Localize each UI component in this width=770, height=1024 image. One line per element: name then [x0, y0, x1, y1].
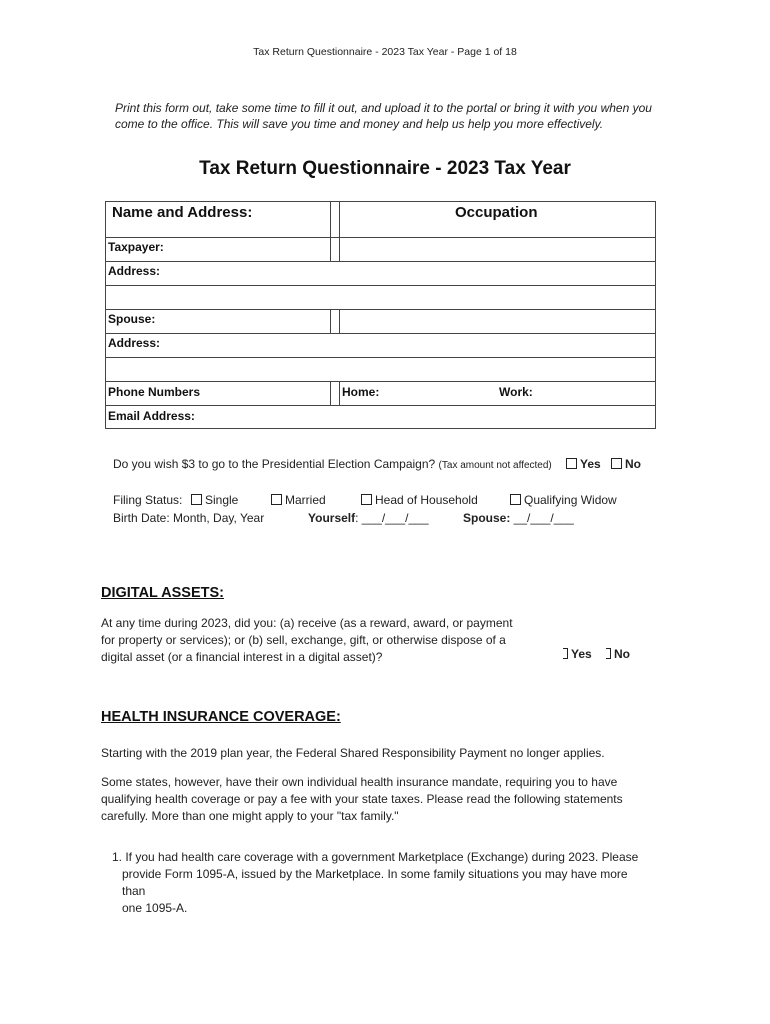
- spouse-birth-label: Spouse:: [463, 511, 511, 525]
- health-item1-line-3: one 1095-A.: [122, 901, 188, 915]
- checkbox-icon[interactable]: [606, 648, 611, 659]
- digital-no-label: No: [614, 647, 630, 661]
- election-question: [113, 457, 552, 471]
- page-title: Tax Return Questionnaire - 2023 Tax Year: [199, 158, 571, 179]
- health-p2-line-1: Some states, however, have their own individual health insurance mandate, requiring you to have: [101, 775, 618, 789]
- taxpayer-label: Taxpayer:: [108, 240, 164, 254]
- health-item1-line-1: 1. If you had health care coverage with a government Marketplace (Exchange) during 2023. Please: [112, 850, 639, 864]
- filing-single-option[interactable]: [191, 493, 238, 507]
- election-yes-label: Yes: [580, 457, 601, 471]
- column-divider: [339, 381, 340, 405]
- election-no-option[interactable]: [611, 457, 641, 471]
- digital-no-option[interactable]: [606, 647, 630, 661]
- filing-single-label: Single: [205, 493, 239, 507]
- digital-line-1: At any time during 2023, did you: (a) receive (as a reward, award, or payment: [101, 616, 513, 630]
- row-divider: [106, 285, 655, 286]
- filing-widow-option[interactable]: [510, 493, 617, 507]
- digital-assets-heading: DIGITAL ASSETS:: [101, 585, 224, 601]
- digital-line-2: for property or services); or (b) sell, exchange, gift, or otherwise dispose of a: [101, 633, 506, 647]
- health-p2-line-2: qualifying health coverage or pay a fee with your state taxes. Please read the following statements: [101, 792, 623, 806]
- filing-married-label: Married: [285, 493, 326, 507]
- yourself-label: Yourself: [308, 511, 356, 525]
- checkbox-icon[interactable]: [611, 458, 622, 469]
- election-note: (Tax amount not affected): [438, 460, 552, 471]
- birth-yourself-field[interactable]: [308, 511, 429, 525]
- spouse-address-label: Address:: [108, 336, 161, 350]
- column-divider: [330, 202, 331, 261]
- name-address-heading: Name and Address:: [112, 204, 253, 221]
- taxpayer-address-label: Address:: [108, 264, 161, 278]
- digital-yes-label: Yes: [571, 647, 592, 661]
- checkbox-icon[interactable]: [191, 494, 202, 505]
- info-form: [105, 201, 656, 429]
- row-divider: [106, 381, 655, 382]
- occupation-heading: Occupation: [455, 204, 538, 221]
- birth-spouse-field[interactable]: [463, 511, 574, 525]
- checkbox-icon[interactable]: [563, 648, 568, 659]
- filing-hoh-option[interactable]: [361, 493, 478, 507]
- home-phone-label: Home:: [342, 385, 380, 399]
- filing-hoh-label: Head of Household: [375, 493, 478, 507]
- column-divider: [330, 309, 331, 333]
- health-para-1: Starting with the 2019 plan year, the Federal Shared Responsibility Payment no longer applies.: [101, 746, 605, 760]
- row-divider: [106, 261, 655, 262]
- spouse-blank: __/___/___: [510, 511, 574, 525]
- filing-married-option[interactable]: [271, 493, 326, 507]
- row-divider: [106, 237, 655, 238]
- digital-line-3: digital asset (or a financial interest in a digital asset)?: [101, 650, 383, 664]
- checkbox-icon[interactable]: [271, 494, 282, 505]
- intro-text: Print this form out, take some time to fill it out, and upload it to the portal or bring it with you when you come to the office. This will save you time and money and help us help you more effectively.: [115, 101, 652, 131]
- checkbox-icon[interactable]: [361, 494, 372, 505]
- column-divider: [330, 381, 331, 405]
- birth-date-label: Birth Date: Month, Day, Year: [113, 511, 265, 525]
- spouse-label: Spouse:: [108, 312, 156, 326]
- row-divider: [106, 357, 655, 358]
- election-yes-option[interactable]: [566, 457, 601, 471]
- yourself-blank: : ___/___/___: [355, 511, 429, 525]
- election-question-text: Do you wish $3 to go to the Presidential Election Campaign?: [113, 457, 436, 471]
- column-divider: [339, 309, 340, 333]
- row-divider: [106, 309, 655, 310]
- column-divider: [339, 202, 340, 261]
- filing-status-label: Filing Status:: [113, 493, 183, 507]
- row-divider: [106, 405, 655, 406]
- election-no-label: No: [625, 457, 641, 471]
- phone-numbers-label: Phone Numbers: [108, 385, 201, 399]
- digital-assets-question: [101, 615, 641, 666]
- checkbox-icon[interactable]: [510, 494, 521, 505]
- health-p2-line-3: carefully. More than one might apply to your "tax family.": [101, 809, 399, 823]
- page-header: Tax Return Questionnaire - 2023 Tax Year - Page 1 of 18: [253, 46, 517, 58]
- filing-widow-label: Qualifying Widow: [524, 493, 617, 507]
- row-divider: [106, 333, 655, 334]
- health-item1-line-2: provide Form 1095-A, issued by the Marketplace. In some family situations you may have more than: [122, 867, 628, 898]
- work-phone-label: Work:: [499, 385, 533, 399]
- email-label: Email Address:: [108, 409, 195, 423]
- health-para-2: [101, 774, 641, 825]
- digital-yes-option[interactable]: [563, 647, 592, 661]
- health-insurance-heading: HEALTH INSURANCE COVERAGE:: [101, 709, 341, 725]
- health-item-1: [112, 849, 652, 917]
- checkbox-icon[interactable]: [566, 458, 577, 469]
